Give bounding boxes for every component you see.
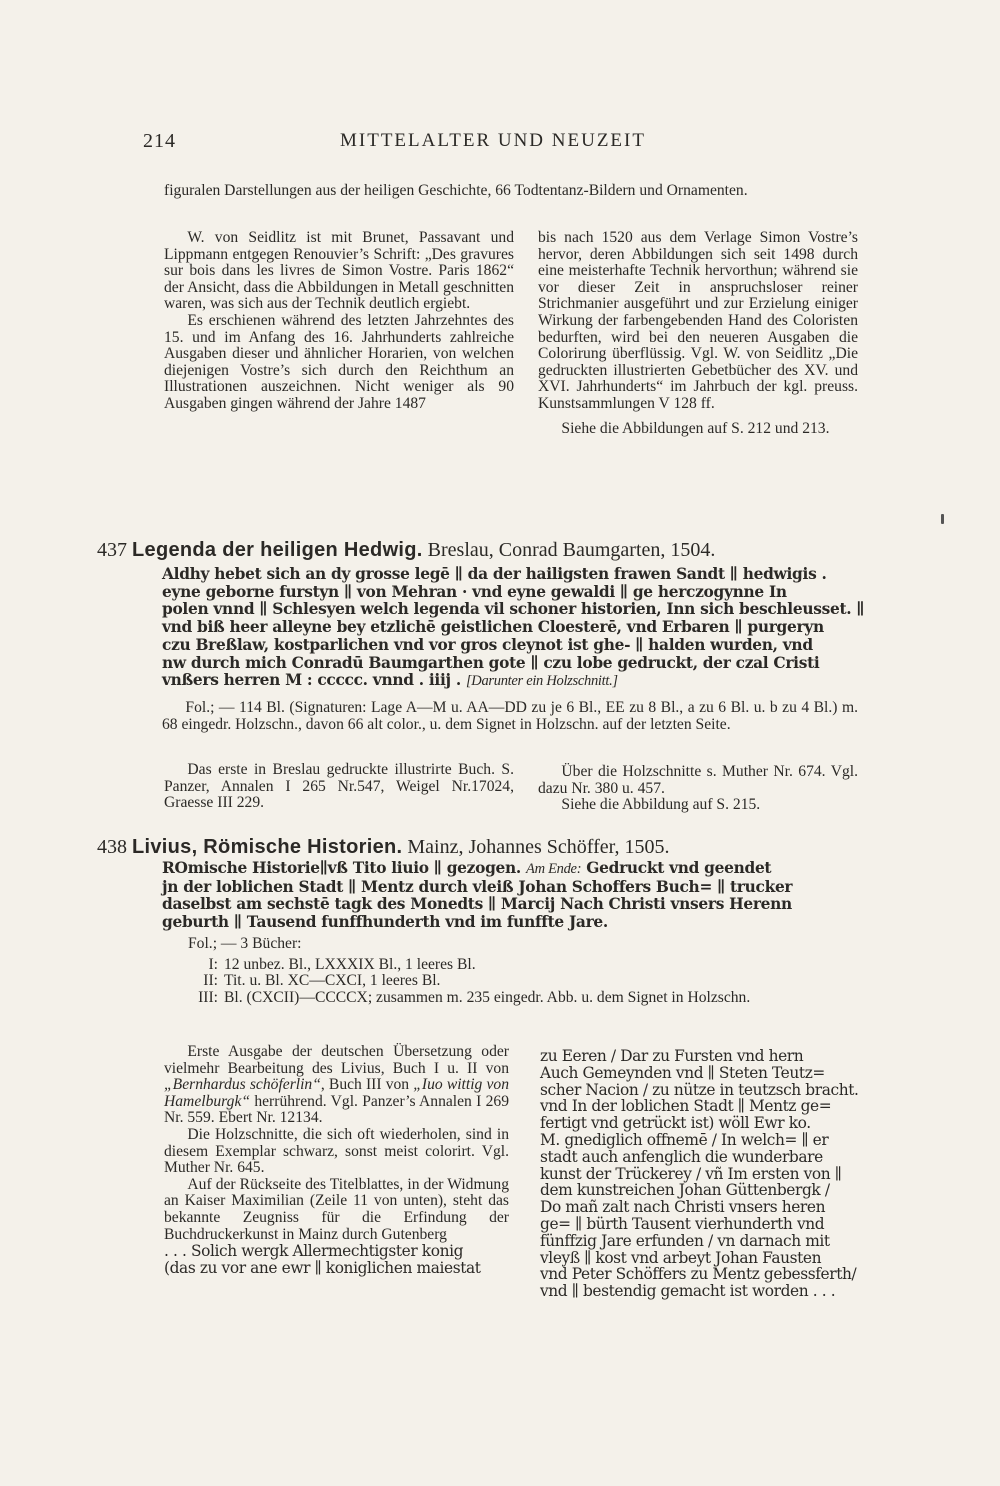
blackletter-line: . . . Solich wergk Allermechtigster konig: [164, 1242, 464, 1261]
blackletter-line: nw durch mich Conradū Baumgarthen gote ∥ czu lobe gedruckt, der czal Cristi: [162, 653, 820, 672]
holzschnitte-paragraph: Die Holzschnitte, die sich oft wiederholen, sind in diesem Exemplar schwarz, sonst meist colorirt. Vgl. Muther Nr. 645.: [164, 1125, 509, 1177]
blackletter-line: vnd Peter Schöffers zu Mentz gebessferth/: [540, 1265, 857, 1284]
entry-437-collation: [162, 700, 858, 733]
translator-name: „Iuo wittig von Hamelburgk“: [164, 1076, 509, 1110]
collation-label: Fol.; — 3 Bücher:: [188, 935, 302, 952]
entry-438-right-column: [540, 1048, 860, 1300]
intro-block: [164, 183, 860, 200]
entry-438-heading: [97, 835, 670, 859]
entry-437-left-note: [164, 762, 514, 812]
page-header: [0, 130, 1000, 156]
blackletter-quote: [164, 1243, 509, 1277]
blackletter-line: polen vnnd ∥ Schlesyen welch legenda vil schoner historien, Inn sich beschleusset. ∥: [162, 600, 865, 619]
page-number: 214: [143, 130, 176, 152]
blackletter-line: Auch Gemeynden vnd ∥ Steten Teutz=: [540, 1063, 825, 1082]
book-text: Tit. u. Bl. XC—CXCI, 1 leeres Bl.: [224, 972, 441, 990]
intro-paragraph: figuralen Darstellungen aus der heiligen Geschichte, 66 Todtentanz-Bildern und Ornamenten.: [164, 182, 748, 199]
blackletter-line: vleyß ∥ kost vnd arbeyt Johan Fausten: [540, 1248, 822, 1267]
blackletter-line: scher Nacion / zu nütze in teutzsch bracht.: [540, 1080, 859, 1099]
blackletter-line: vnd biß heer alleyne bey etzlichē geistlichen Cloesterē, vnd Erbaren ∥ purgeryn: [162, 618, 824, 637]
vostre-paragraph: bis nach 1520 aus dem Verlage Simon Vostre’s hervor, deren Abbildungen sich seit 1498 durch eine meisterhafte Technik hervorthun; während sie vor dieser Zeit in anspruchsloser reiner Strichmanier ausgeführt und zur Erzielung einiger Wirkung der farbengebenden Hand des Coloristen bedurften, wird bei den neueren Ausgaben die Colorirung überflüssig. Vgl. W. von Seidlitz „Die gedruckten illustrierten Gebetbücher des XV. und XVI. Jahrhunderts“ im Jahrbuch der kgl. preuss. Kunstsammlungen V 128 ff.: [538, 229, 858, 412]
blackletter-title: [162, 565, 865, 691]
print-speck: [941, 514, 944, 524]
book-row: [188, 973, 858, 990]
book-label: II:: [203, 972, 218, 990]
entry-438-left-column: [164, 1044, 509, 1277]
blackletter-line: jn der loblichen Stadt ∥ Mentz durch vleiß Johan Schoffers Buch= ∥ trucker: [162, 877, 793, 896]
ausgabe-paragraph: [164, 1044, 509, 1127]
abbildungen-reference: Siehe die Abbildungen auf S. 212 und 213.: [561, 419, 830, 437]
rueckseite-paragraph: Auf der Rückseite des Titelblattes, in der Widmung an Kaiser Maximilian (Zeile 11 von unten), steht das bekannte Zeugniss für die Erfindung der Buchdruckerkunst in Mainz durch Gutenberg: [164, 1175, 509, 1243]
woodcut-note: [Darunter ein Holzschnitt.]: [465, 673, 618, 690]
abbildung-reference: Siehe die Abbildung auf S. 215.: [561, 796, 761, 814]
entry-number: 438: [97, 836, 127, 858]
blackletter-line: stadt auch anfenglich die wunderbare: [540, 1147, 823, 1166]
blackletter-line: vnd ∥ bestendig gemacht ist worden . . .: [540, 1282, 836, 1301]
blackletter-line: zu Eeren / Dar zu Fursten vnd hern: [540, 1047, 804, 1065]
blackletter-line: kunst der Trückerey / vñ Im ersten von ∥: [540, 1164, 842, 1183]
entry-437-heading: [97, 538, 715, 562]
blackletter-line: vnd In der loblichen Stadt ∥ Mentz ge=: [540, 1097, 832, 1116]
blackletter-line: czu Breßlaw, kostparlichen vnd vor gros cleynot ist ghe- ∥ halden wurden, vnd: [162, 635, 813, 654]
entry-number: 437: [97, 539, 127, 561]
blackletter-line: (das zu vor ane ewr ∥ koniglichen maiestat: [164, 1258, 481, 1277]
left-column-1: [164, 230, 514, 413]
ausgabe-text: , Buch III von: [320, 1076, 410, 1094]
blackletter-line: Do mañ zalt nach Christi vnsers heren: [540, 1198, 826, 1217]
blackletter-line: dem kunstreichen Johan Güttenbergk /: [540, 1181, 830, 1200]
blackletter-line: Aldhy hebet sich an dy grosse legē ∥ da der hailigsten frawen Sandt ∥ hedwigis .: [162, 565, 827, 583]
blackletter-line: eyne geborne furstyn ∥ von Mehran · vnd eyne gewaldi ∥ ge herczogynne In: [162, 582, 787, 601]
running-title: MITTELALTER UND NEUZEIT: [340, 130, 646, 151]
ausgabe-text: Erste Ausgabe der deutschen Übersetzung oder vielmehr Bearbeitung des Livius, Buch I u. II von: [164, 1043, 509, 1077]
blackletter-line: fertigt vnd getrückt ist) wöll Ewr ko.: [540, 1114, 811, 1133]
breslau-note: Das erste in Breslau gedruckte illustrirte Buch. S. Panzer, Annalen I 265 Nr.547, Weigel Nr.17024, Graesse III 229.: [164, 761, 514, 812]
blackletter-line: Gedruckt vnd geendet: [586, 859, 772, 877]
book-text: 12 unbez. Bl., LXXXIX Bl., 1 leeres Bl.: [224, 955, 476, 973]
blackletter-title: [162, 860, 862, 932]
ausgaben-paragraph: Es erschienen während des letzten Jahrzehntes des 15. und im Anfang des 16. Jahrhunderts zahlreiche Ausgaben dieser und ähnlicher Horarien, von welchen diejenigen Vostre’s sich durch den Reichthum an Illustrationen auszeichnen. Nicht weniger als 90 Ausgaben gingen während der Jahre 1487: [164, 311, 514, 412]
book-row: [188, 990, 858, 1007]
blackletter-line: daselbst am sechstē tagk des Monedts ∥ Marcij Nach Christi vnsers Herenn: [162, 895, 792, 914]
collation-text: Fol.; — 114 Bl. (Signaturen: Lage A—M u. AA—DD zu je 6 Bl., EE zu 8 Bl., a zu 6 Bl. u. b zu 4 Bl.) m. 68 eingedr. Holzschn., davon 66 alt color., u. dem Signet in Holzschn. auf der letzten Seite.: [162, 699, 858, 733]
blackletter-line: vnßers herren M : ccccc. vnnd . iiij .: [162, 671, 461, 690]
book-label: III:: [198, 988, 218, 1006]
right-column-1: [538, 230, 858, 437]
blackletter-line: ROmische Historie∥vß Tito liuio ∥ gezogen.: [162, 859, 521, 877]
entry-438-collation: [188, 936, 858, 1006]
entry-imprint: Mainz, Johannes Schöffer, 1505.: [407, 836, 670, 858]
blackletter-line: geburth ∥ Tausend funffhunderth vnd im funffte Jare.: [162, 913, 608, 932]
book-text: Bl. (CXCII)—CCCCX; zusammen m. 235 eingedr. Abb. u. dem Signet in Holzschn.: [224, 988, 751, 1006]
book-row: [188, 957, 858, 974]
blackletter-quote: [540, 1048, 860, 1300]
muther-note: Über die Holzschnitte s. Muther Nr. 674. Vgl. dazu Nr. 380 u. 457.: [538, 763, 858, 797]
entry-438-transcription: [162, 860, 862, 932]
entry-title: Legenda der heiligen Hedwig.: [132, 539, 423, 561]
book-label: I:: [208, 955, 218, 973]
blackletter-line: M. gnediglich offnemē / In welch= ∥ er: [540, 1130, 829, 1149]
ausgabe-text: herrührend. Vgl. Panzer’s Annalen I 269 Nr. 559. Ebert Nr. 12134.: [164, 1092, 509, 1127]
blackletter-line: ge= ∥ bürth Tausent vierhunderth vnd: [540, 1214, 825, 1233]
blackletter-line: fünffzig Jare erfunden / vn darnach mit: [540, 1231, 830, 1250]
seidlitz-paragraph: W. von Seidlitz ist mit Brunet, Passavant und Lippmann entgegen Renouvier’s Schrift: „Des gravures sur bois dans les livres de Simon Vostre. Paris 1862“ der Ansicht, dass die Abbildungen in Metall geschnitten waren, was sich aus der Technik deutlich ergiebt.: [164, 229, 514, 313]
translator-name: „Bernhardus schöferlin“: [164, 1076, 321, 1094]
entry-437-right-note: [538, 764, 858, 814]
entry-title: Livius, Römische Historien.: [132, 836, 403, 858]
entry-imprint: Breslau, Conrad Baumgarten, 1504.: [427, 539, 716, 561]
am-ende-label: Am Ende:: [526, 861, 582, 877]
entry-437-transcription: [162, 565, 865, 691]
book-list: [188, 957, 858, 1007]
